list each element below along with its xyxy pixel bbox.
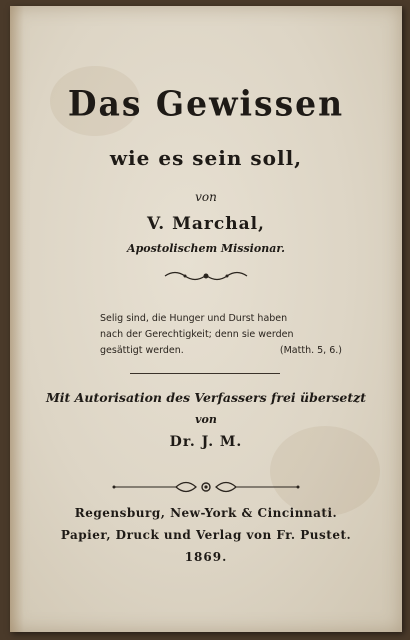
author-role: Apostolischem Missionar.	[127, 242, 285, 255]
author-name: V. Marchal,	[147, 214, 265, 234]
quote-reference: (Matth. 5, 6.)	[279, 345, 342, 356]
book-subtitle: wie es sein soll,	[109, 146, 303, 170]
ornament-divider-icon	[10, 268, 402, 287]
translator-name: Dr. J. M.	[169, 434, 243, 450]
quote-line	[100, 343, 360, 359]
quote-text: gesättigt werden.	[100, 345, 184, 356]
quote-line: Selig sind, die Hunger und Durst haben	[100, 313, 288, 324]
book-title: Das Gewissen	[67, 83, 345, 124]
by-label: von	[195, 190, 217, 204]
translation-note: Mit Autorisation des Verfassers frei übersetzt	[45, 390, 367, 405]
divider-rule	[130, 373, 280, 374]
imprint-place: Regensburg, New-York & Cincinnati.	[74, 506, 338, 520]
bible-quote	[100, 311, 360, 359]
ornament-flourish-icon	[10, 478, 402, 500]
title-page	[10, 6, 402, 632]
quote-line: nach der Gerechtigkeit; denn sie werden	[100, 329, 294, 340]
imprint-publisher: Papier, Druck und Verlag von Fr. Pustet.	[60, 528, 352, 542]
by-label: von	[195, 413, 217, 426]
imprint-year: 1869.	[184, 550, 228, 564]
